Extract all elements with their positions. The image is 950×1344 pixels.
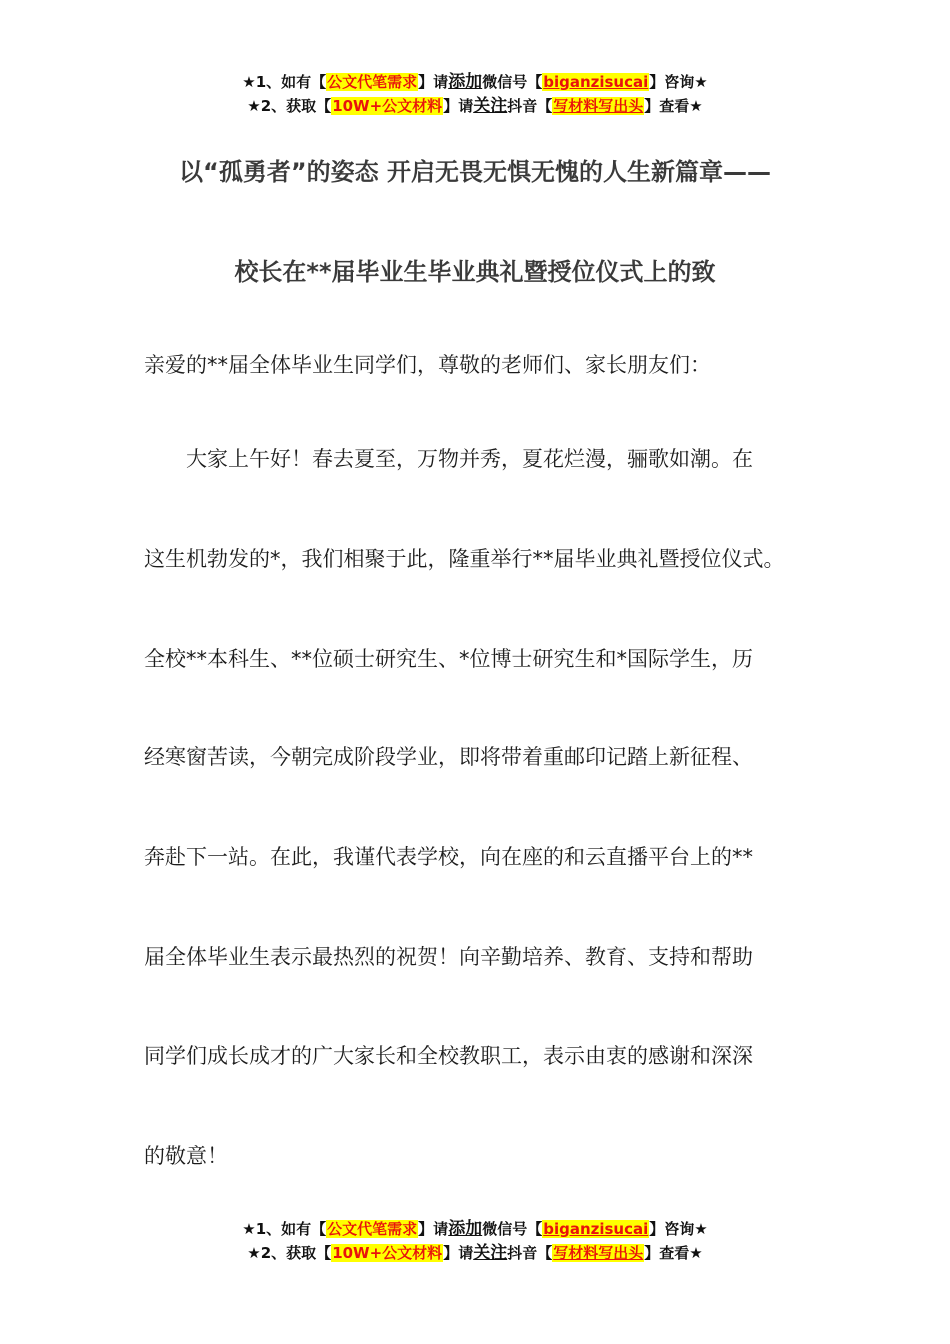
notice-line-2 [0, 1241, 950, 1265]
notice-emphasis: 添加 [448, 72, 483, 92]
wechat-id-highlight: biganzisucai [543, 73, 649, 91]
wechat-id-highlight: biganzisucai [543, 1220, 649, 1238]
header-notice [0, 70, 950, 118]
body-line: 这生机勃发的*，我们相聚于此，隆重举行**届毕业典礼暨授位仪式。 [144, 547, 785, 571]
douyin-id-highlight: 写材料写出头 [553, 1244, 644, 1262]
notice-emphasis: 添加 [448, 1219, 483, 1239]
notice-text: 】请 [443, 1244, 474, 1262]
notice-line-2 [0, 94, 950, 118]
body-line: 同学们成长成才的广大家长和全校教职工，表示由衷的感谢和深深 [144, 1044, 753, 1068]
notice-text: 】查看★ [644, 1244, 703, 1262]
notice-text: 】请 [418, 73, 449, 91]
notice-text: 】查看★ [644, 97, 703, 115]
body-line: 奔赴下一站。在此，我谨代表学校，向在座的和云直播平台上的** [144, 845, 753, 869]
notice-text: ★2、获取【 [247, 1244, 332, 1262]
notice-text: 】请 [443, 97, 474, 115]
body-line: 全校**本科生、**位硕士研究生、*位博士研究生和*国际学生，历 [144, 647, 753, 671]
body-line: 大家上午好！春去夏至，万物并秀，夏花烂漫，骊歌如潮。在 [144, 447, 753, 471]
notice-emphasis: 关注 [473, 96, 508, 116]
notice-highlight: 10W+公文材料 [332, 1244, 443, 1262]
notice-line-1 [0, 1217, 950, 1241]
notice-text: 抖音【 [507, 1244, 553, 1262]
notice-text: ★1、如有【 [242, 73, 327, 91]
notice-text: 】咨询★ [649, 73, 708, 91]
douyin-id-highlight: 写材料写出头 [553, 97, 644, 115]
notice-text: 】咨询★ [649, 1220, 708, 1238]
notice-emphasis: 关注 [473, 1243, 508, 1263]
notice-text: 抖音【 [507, 97, 553, 115]
notice-text: ★2、获取【 [247, 97, 332, 115]
notice-text: ★1、如有【 [242, 1220, 327, 1238]
document-title-line-1: 以“孤勇者”的姿态 开启无畏无惧无愧的人生新篇章—— [179, 158, 771, 186]
notice-highlight: 公文代笔需求 [327, 73, 418, 91]
document-title-line-2: 校长在**届毕业生毕业典礼暨授位仪式上的致 [234, 258, 716, 286]
notice-highlight: 公文代笔需求 [327, 1220, 418, 1238]
body-line: 经寒窗苦读，今朝完成阶段学业，即将带着重邮印记踏上新征程、 [144, 745, 753, 769]
notice-highlight: 10W+公文材料 [332, 97, 443, 115]
body-line: 的敬意！ [144, 1144, 228, 1168]
notice-line-1 [0, 70, 950, 94]
footer-notice [0, 1217, 950, 1265]
body-line: 亲爱的**届全体毕业生同学们，尊敬的老师们、家长朋友们： [144, 353, 711, 377]
notice-text: 微信号【 [482, 73, 543, 91]
body-line: 届全体毕业生表示最热烈的祝贺！向辛勤培养、教育、支持和帮助 [144, 945, 753, 969]
notice-text: 微信号【 [482, 1220, 543, 1238]
notice-text: 】请 [418, 1220, 449, 1238]
